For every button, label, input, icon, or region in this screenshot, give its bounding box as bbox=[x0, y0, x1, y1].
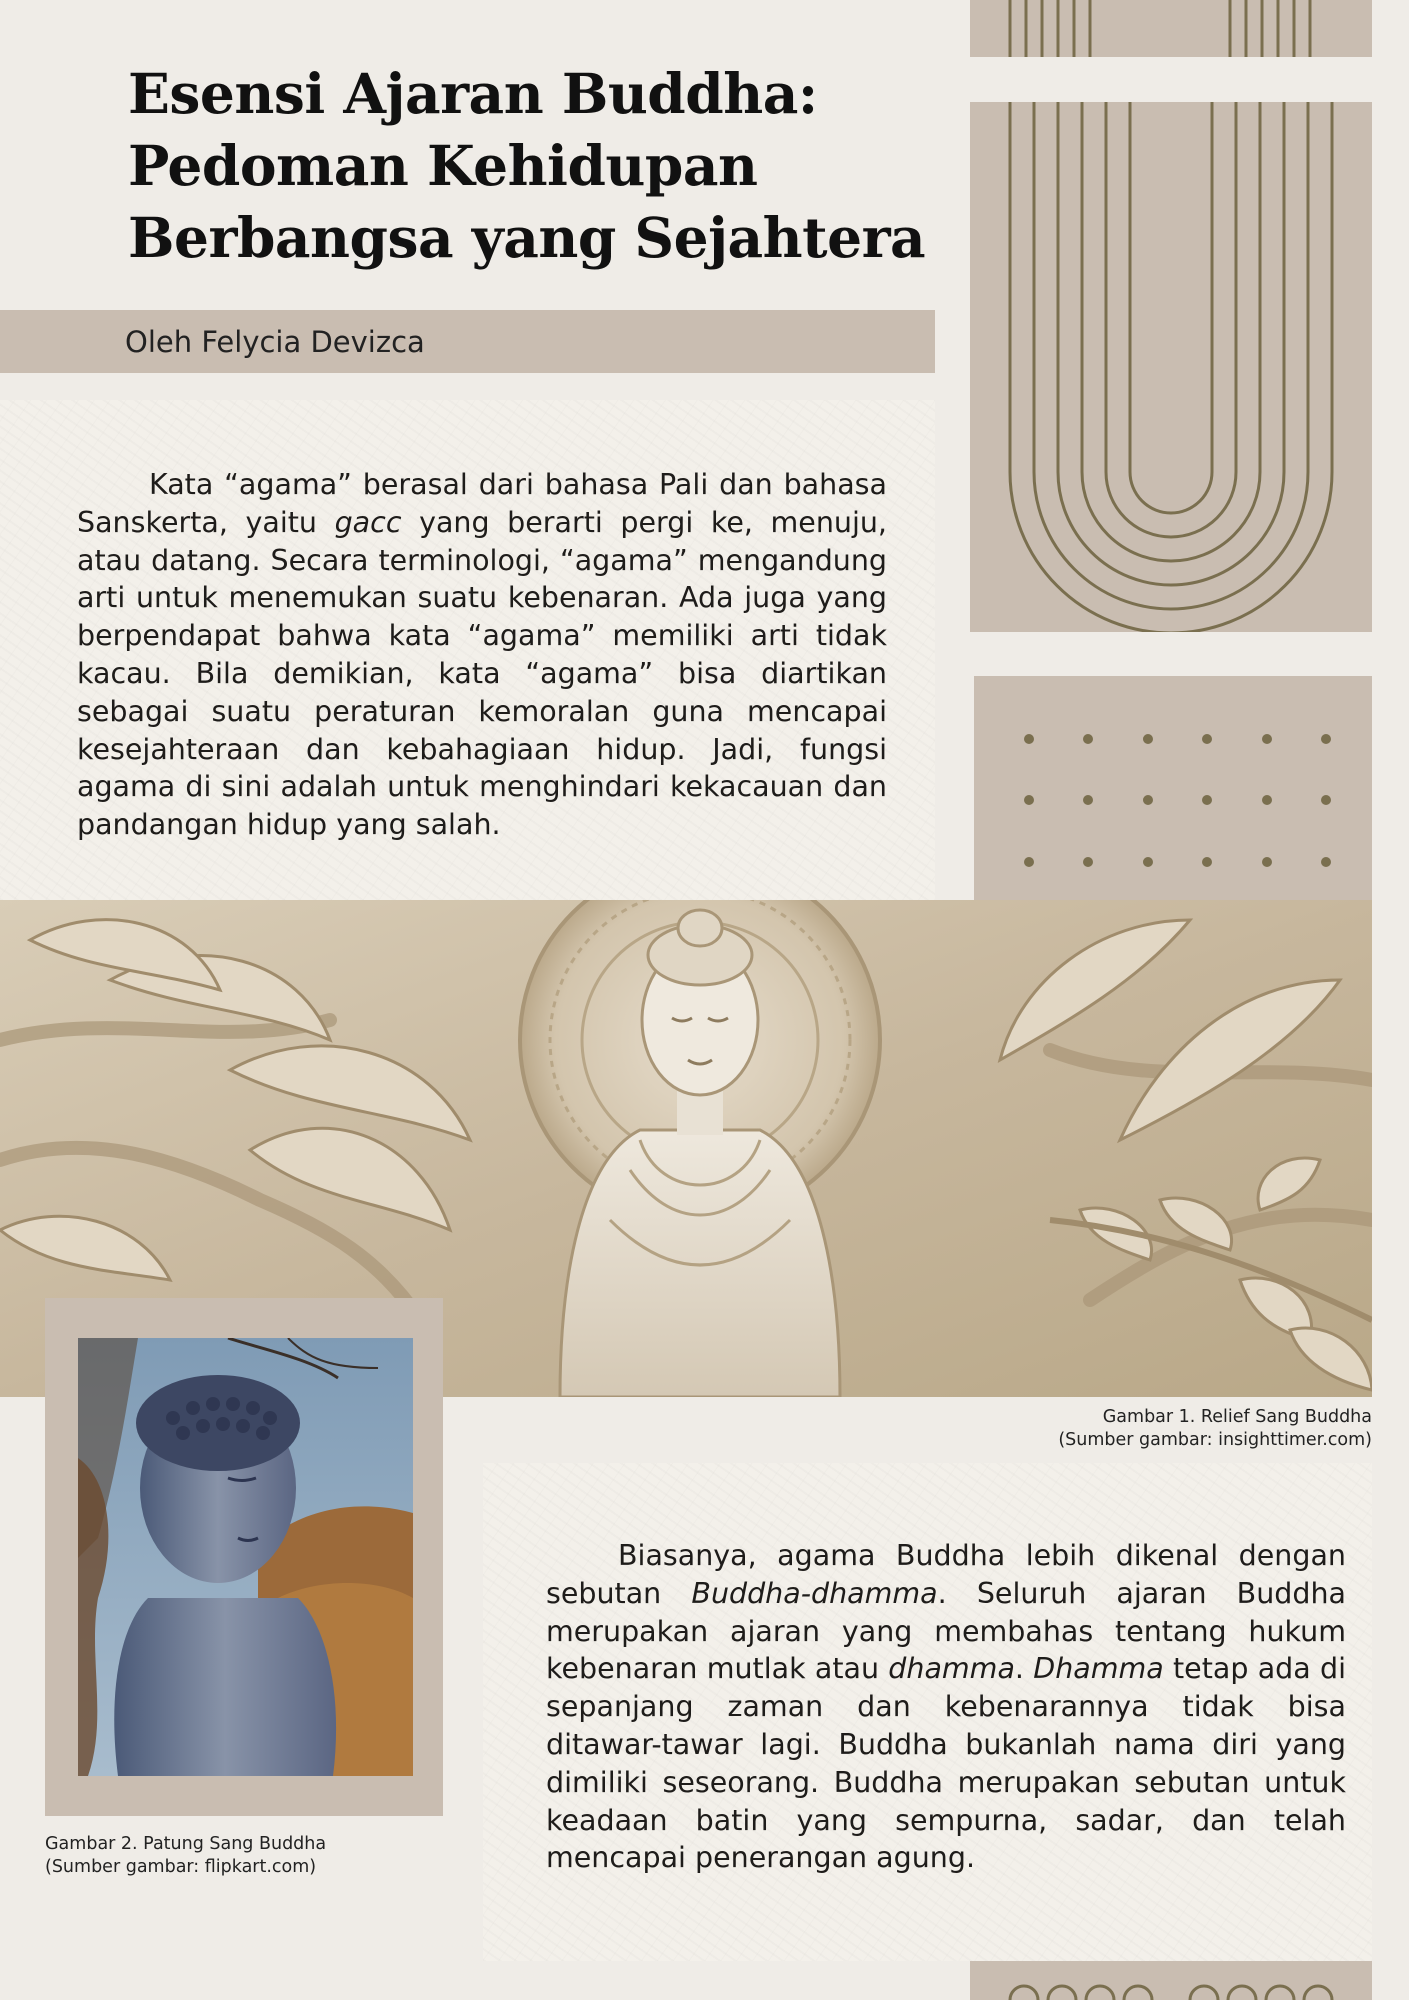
arches-graphic bbox=[970, 102, 1372, 632]
title-line-3: Berbangsa yang Sejahtera bbox=[128, 205, 926, 270]
paragraph-1-text-b: yang berarti pergi ke, menuju, atau datang. Secara terminologi, “agama” mengandung arti untuk menemukan suatu kebenaran. Ada juga yang berpendapat bahwa kata “agama” memiliki arti tidak kacau. Bila demikian, kata “agama” bisa diartikan sebagai suatu peraturan kemoralan guna mencapai kesejahteraan dan kebahagiaan hidup. Jadi, fungsi agama di sini adalah untuk menghindari kekacauan dan pandangan hidup yang salah. bbox=[77, 505, 887, 842]
paragraph-2-text-d: tetap ada di sepanjang zaman dan kebenarannya tidak bisa ditawar-tawar lagi. Buddha bukanlah nama diri yang dimiliki seseorang. Buddha merupakan sebutan untuk keadaan batin yang sempurna, sadar, dan telah mencapai penerangan agung. bbox=[546, 1652, 1347, 1875]
paragraph-2-text-a: Biasanya, agama Buddha lebih dikenal dengan sebutan bbox=[546, 1539, 1346, 1610]
patung-sang-buddha-graphic bbox=[78, 1338, 413, 1776]
author-name: Oleh Felycia Devizca bbox=[125, 324, 425, 359]
figure-1-caption-source: (Sumber gambar: insighttimer.com) bbox=[1058, 1430, 1372, 1450]
paragraph-1-text-a: Kata “agama” berasal dari bahasa Pali dan bahasa Sanskerta, yaitu bbox=[77, 468, 887, 539]
term-dhamma-2: Dhamma bbox=[1033, 1652, 1164, 1686]
figure-2-frame bbox=[45, 1298, 443, 1816]
figure-2-caption-source: (Sumber gambar: flipkart.com) bbox=[45, 1857, 317, 1877]
decor-arches-panel bbox=[970, 102, 1372, 632]
paragraph-1 bbox=[77, 466, 887, 844]
figure-1-caption bbox=[872, 1406, 1372, 1452]
term-gacc: gacc bbox=[334, 505, 402, 539]
paragraph-2-text-b: . Seluruh ajaran Buddha merupakan ajaran yang membahas tentang hukum kebenaran mutlak atau bbox=[546, 1576, 1346, 1686]
author-bar bbox=[0, 310, 935, 373]
title-line-1: Esensi Ajaran Buddha: bbox=[128, 61, 818, 126]
paragraph-2-panel bbox=[483, 1463, 1372, 1961]
figure-1-caption-title: Gambar 1. Relief Sang Buddha bbox=[1102, 1407, 1372, 1427]
paragraph-1-panel bbox=[0, 400, 935, 900]
paragraph-2 bbox=[546, 1537, 1346, 1877]
decor-stripes-top bbox=[970, 0, 1372, 57]
stripes-graphic bbox=[970, 0, 1372, 57]
decor-dots-panel bbox=[974, 676, 1372, 901]
title-line-2: Pedoman Kehidupan bbox=[128, 133, 758, 198]
article-title bbox=[128, 58, 948, 274]
dots-graphic bbox=[974, 676, 1372, 901]
figure-2-caption bbox=[45, 1833, 445, 1879]
term-dhamma: dhamma bbox=[888, 1652, 1015, 1686]
paragraph-2-text-c: . bbox=[1014, 1652, 1034, 1686]
figure-2-caption-title: Gambar 2. Patung Sang Buddha bbox=[45, 1834, 327, 1854]
term-buddha-dhamma: Buddha-dhamma bbox=[691, 1576, 938, 1610]
figure-2-statue-image bbox=[78, 1338, 413, 1776]
